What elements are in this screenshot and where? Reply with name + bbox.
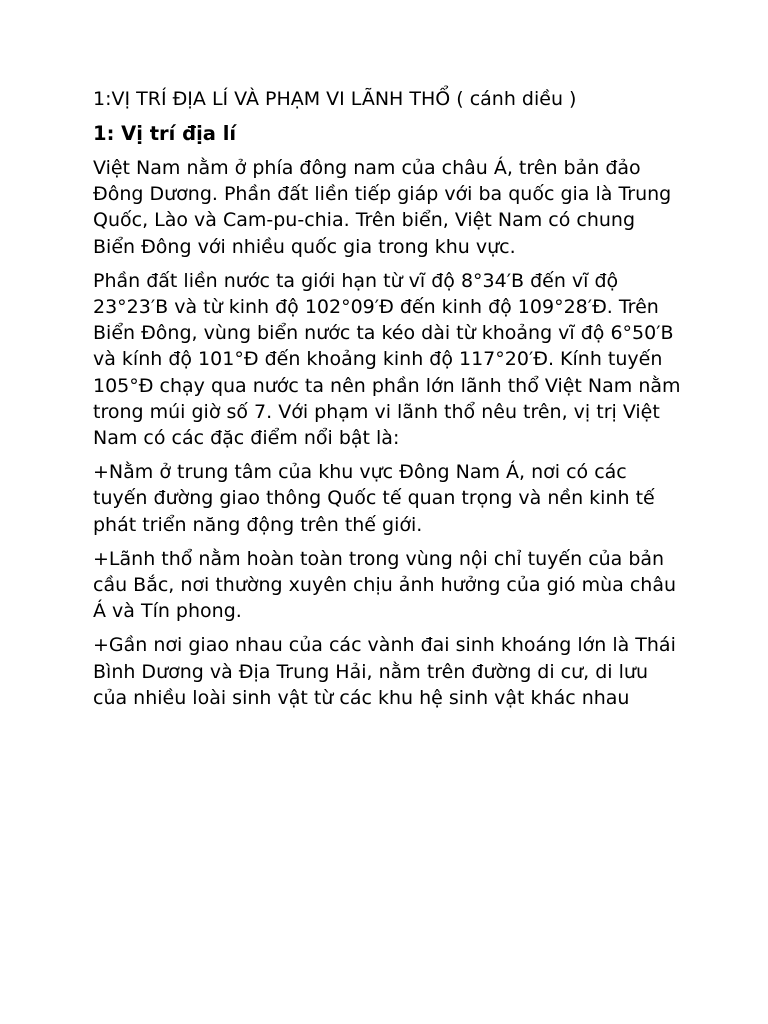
paragraph-point-center-southeast-asia: +Nằm ở trung tâm của khu vực Đông Nam Á, nơi có các tuyến đường giao thông Quốc tế quan trọng và nền kinh tế phát triển năng động trên thế giới. — [93, 461, 655, 536]
document-title: 1:VỊ TRÍ ĐỊA LÍ VÀ PHẠM VI LÃNH THỔ ( cánh diều ) — [93, 88, 577, 110]
document-body — [93, 86, 683, 719]
paragraph-location-overview: Việt Nam nằm ở phía đông nam của châu Á, trên bản đảo Đông Dương. Phần đất liền tiếp giáp với ba quốc gia là Trung Quốc, Lào và Cam-pu-chia. Trên biển, Việt Nam có chung Biển Đông với nhiều quốc gia trong khu vực. — [93, 157, 672, 258]
paragraph-point-tropical-zone: +Lãnh thổ nằm hoàn toàn trong vùng nội chỉ tuyến của bản cầu Bắc, nơi thường xuyên chịu ảnh hưởng của gió mùa châu Á và Tín phong. — [93, 547, 677, 623]
section-heading: 1: Vị trí địa lí — [93, 122, 237, 145]
paragraph-territory-extent: Phần đất liền nước ta giới hạn từ vĩ độ 8°34′B đến vĩ độ 23°23′B và từ kinh độ 102°09′Đ đến kinh độ 109°28′Đ. Trên Biển Đông, vùng biển nước ta kéo dài từ khoảng vĩ độ 6°50′B và kính độ 101°Đ đến khoảng kinh độ 117°20′Đ. Kính tuyến 105°Đ chạy qua nước ta nên phần lớn lãnh thổ Việt Nam nằm trong múi giờ số 7. Với phạm vi lãnh thổ nêu trên, vị trị Việt Nam có các đặc điểm nổi bật là: — [93, 269, 681, 450]
paragraph-point-mineral-belts: +Gần nơi giao nhau của các vành đai sinh khoáng lớn là Thái Bình Dương và Địa Trung Hải, nằm trên đường di cư, di lưu của nhiều loài sinh vật từ các khu hệ sinh vật khác nhau — [93, 634, 676, 709]
